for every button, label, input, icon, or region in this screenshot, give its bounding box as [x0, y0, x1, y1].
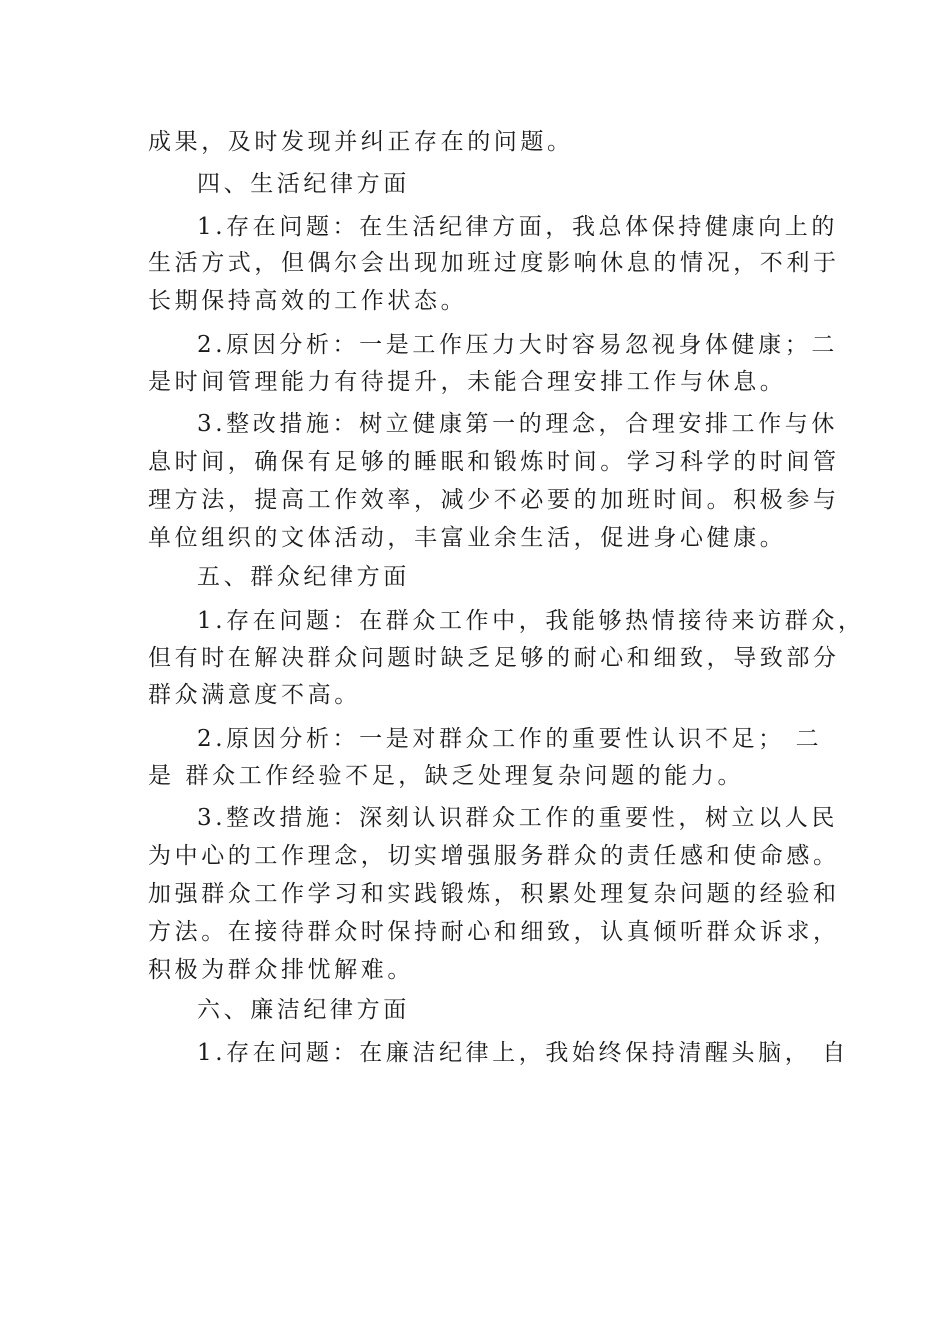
paragraph-first-line: 1.存在问题：在群众工作中，我能够热情接待来访群众，	[197, 608, 865, 634]
text-line: 但有时在解决群众问题时缺乏足够的耐心和细致，导致部分	[148, 645, 840, 671]
text-line: 息时间，确保有足够的睡眠和锻炼时间。学习科学的时间管	[148, 449, 840, 475]
text-line: 长期保持高效的工作状态。	[148, 288, 468, 314]
text-line: 理方法，提高工作效率，减少不必要的加班时间。积极参与	[148, 487, 840, 513]
text-line: 是 群众工作经验不足，缺乏处理复杂问题的能力。	[148, 763, 745, 789]
text-line: 单位组织的文体活动，丰富业余生活，促进身心健康。	[148, 525, 787, 551]
text-line: 加强群众工作学习和实践锻炼，积累处理复杂问题的经验和	[148, 881, 840, 907]
text-line: 群众满意度不高。	[148, 682, 361, 708]
text-line: 成果，及时发现并纠正存在的问题。	[148, 129, 574, 155]
paragraph-first-line: 1.存在问题：在廉洁纪律上，我始终保持清醒头脑， 自	[197, 1040, 849, 1066]
text-line: 生活方式，但偶尔会出现加班过度影响休息的情况，不利于	[148, 250, 840, 276]
text-line: 积极为群众排忧解难。	[148, 957, 414, 983]
section-heading-life-discipline: 四、生活纪律方面	[197, 171, 410, 197]
text-line: 是时间管理能力有待提升，未能合理安排工作与休息。	[148, 369, 787, 395]
paragraph-first-line: 1.存在问题：在生活纪律方面，我总体保持健康向上的	[197, 214, 838, 240]
text-line: 方法。在接待群众时保持耐心和细致，认真倾听群众诉求，	[148, 919, 840, 945]
text-line: 为中心的工作理念，切实增强服务群众的责任感和使命感。	[148, 843, 840, 869]
paragraph-first-line: 2.原因分析：一是工作压力大时容易忽视身体健康；二	[197, 332, 838, 358]
paragraph-first-line: 3.整改措施：树立健康第一的理念，合理安排工作与休	[197, 411, 838, 437]
section-heading-mass-discipline: 五、群众纪律方面	[197, 564, 410, 590]
paragraph-first-line: 2.原因分析：一是对群众工作的重要性认识不足； 二	[197, 726, 823, 752]
paragraph-first-line: 3.整改措施：深刻认识群众工作的重要性，树立以人民	[197, 805, 838, 831]
section-heading-integrity-discipline: 六、廉洁纪律方面	[197, 997, 410, 1023]
